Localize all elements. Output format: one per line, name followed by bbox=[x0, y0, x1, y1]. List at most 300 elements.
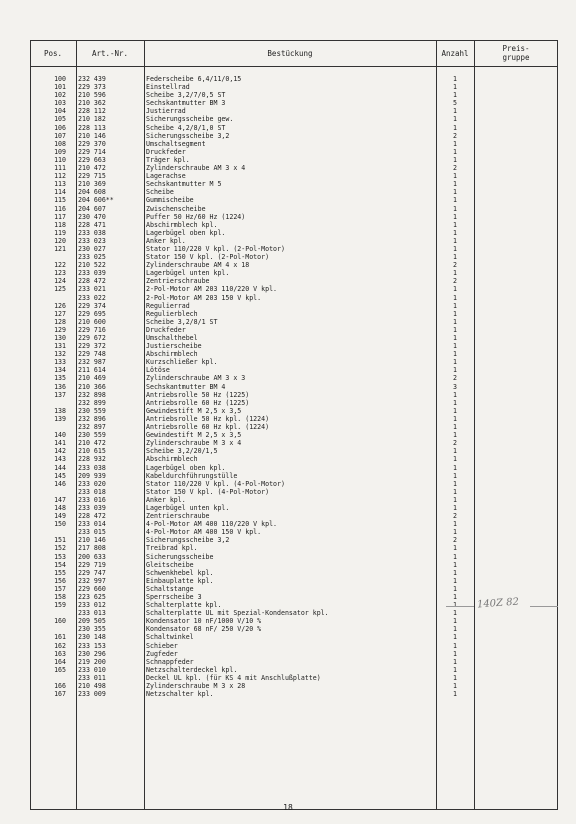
description-cell: Sicherungsscheibe 3,2 bbox=[146, 131, 230, 140]
table-row bbox=[30, 480, 558, 488]
note-underline bbox=[446, 606, 474, 607]
description-cell: Sechskantmutter M 5 bbox=[146, 180, 222, 189]
quantity-cell: 1 bbox=[453, 641, 457, 650]
table-row bbox=[30, 674, 558, 682]
description-cell: Zentrierschraube bbox=[146, 277, 210, 286]
pos-cell: 153 bbox=[54, 552, 66, 561]
quantity-cell: 1 bbox=[453, 479, 457, 488]
pos-cell: 155 bbox=[54, 568, 66, 577]
pos-cell: 107 bbox=[54, 131, 66, 140]
description-cell: Regulierrad bbox=[146, 301, 190, 310]
quantity-cell: 1 bbox=[453, 552, 457, 561]
description-cell: Zwischenscheibe bbox=[146, 204, 206, 213]
quantity-cell: 1 bbox=[453, 244, 457, 253]
description-cell: Treibrad kpl. bbox=[146, 544, 198, 553]
description-cell: Scheibe 3,2/20/1,5 bbox=[146, 447, 218, 456]
table-row bbox=[30, 658, 558, 666]
quantity-cell: 1 bbox=[453, 147, 457, 156]
pos-cell: 148 bbox=[54, 503, 66, 512]
quantity-cell: 1 bbox=[453, 293, 457, 302]
table-row bbox=[30, 625, 558, 633]
description-cell: Abschirmblech bbox=[146, 455, 198, 464]
description-cell: Gleitscheibe bbox=[146, 560, 194, 569]
pos-cell: 135 bbox=[54, 374, 66, 383]
art-nr-cell: 233 038 bbox=[78, 463, 106, 472]
quantity-cell: 1 bbox=[453, 503, 457, 512]
table-row bbox=[30, 180, 558, 188]
pos-cell: 147 bbox=[54, 495, 66, 504]
art-nr-cell: 229 663 bbox=[78, 155, 106, 164]
table-row bbox=[30, 464, 558, 472]
handwritten-note: 140Z 82 bbox=[476, 596, 520, 611]
pos-cell: 124 bbox=[54, 277, 66, 286]
table-row bbox=[30, 261, 558, 269]
table-row bbox=[30, 172, 558, 180]
quantity-cell: 1 bbox=[453, 665, 457, 674]
table-row bbox=[30, 140, 558, 148]
description-cell: Umschalthebel bbox=[146, 334, 198, 342]
pos-cell: 123 bbox=[54, 269, 66, 278]
description-cell: Lagerbügel oben kpl. bbox=[146, 463, 226, 472]
quantity-cell: 2 bbox=[453, 512, 457, 521]
table-row bbox=[30, 294, 558, 302]
description-cell: 2-Pol-Motor AM 203 110/220 V kpl. bbox=[146, 285, 278, 294]
pos-cell: 110 bbox=[54, 155, 66, 164]
description-cell: Lagerbügel unten kpl. bbox=[146, 503, 230, 512]
description-cell: Antriebsrolle 60 Hz kpl. (1224) bbox=[146, 423, 270, 432]
pos-cell: 102 bbox=[54, 91, 66, 100]
quantity-cell: 1 bbox=[453, 342, 457, 351]
description-cell: Justierscheibe bbox=[146, 342, 202, 351]
description-cell: Zylinderschraube AM 3 x 4 bbox=[146, 164, 246, 173]
quantity-cell: 1 bbox=[453, 269, 457, 278]
description-cell: Zentrierschraube bbox=[146, 512, 210, 521]
pos-cell: 136 bbox=[54, 382, 66, 391]
header-divider bbox=[30, 66, 558, 67]
art-nr-cell: 209 939 bbox=[78, 471, 106, 480]
pos-cell: 100 bbox=[54, 75, 66, 83]
art-nr-cell: 233 023 bbox=[78, 236, 106, 245]
quantity-cell: 2 bbox=[453, 164, 457, 173]
pos-cell: 165 bbox=[54, 665, 66, 674]
pos-cell: 162 bbox=[54, 641, 66, 650]
table-row bbox=[30, 164, 558, 172]
description-cell: Schalterplatte kpl. bbox=[146, 601, 222, 610]
quantity-cell: 1 bbox=[453, 601, 457, 610]
pos-cell: 114 bbox=[54, 188, 66, 197]
quantity-cell: 1 bbox=[453, 633, 457, 642]
table-row bbox=[30, 269, 558, 277]
pos-cell: 105 bbox=[54, 115, 66, 124]
art-nr-cell: 232 896 bbox=[78, 414, 106, 423]
pos-cell: 108 bbox=[54, 139, 66, 148]
quantity-cell: 1 bbox=[453, 115, 457, 124]
pos-cell: 131 bbox=[54, 342, 66, 351]
pos-cell: 116 bbox=[54, 204, 66, 213]
description-cell: Gewindestift M 2,5 x 3,5 bbox=[146, 406, 242, 415]
quantity-cell: 1 bbox=[453, 398, 457, 407]
quantity-cell: 1 bbox=[453, 123, 457, 132]
description-cell: Zylinderschraube M 3 x 4 bbox=[146, 439, 242, 448]
pos-cell: 150 bbox=[54, 520, 66, 529]
quantity-cell: 1 bbox=[453, 447, 457, 456]
art-nr-cell: 210 472 bbox=[78, 164, 106, 173]
pos-cell: 151 bbox=[54, 536, 66, 545]
description-cell: Scheibe bbox=[146, 188, 174, 197]
art-nr-cell: 229 373 bbox=[78, 83, 106, 92]
table-row bbox=[30, 528, 558, 536]
table-row bbox=[30, 285, 558, 293]
description-cell: Regulierblech bbox=[146, 309, 198, 318]
description-cell: Sechskantmutter BM 3 bbox=[146, 99, 226, 108]
quantity-cell: 1 bbox=[453, 366, 457, 375]
description-cell: Schaltstange bbox=[146, 584, 194, 593]
header-preisgruppe: Preis- gruppe bbox=[502, 44, 530, 62]
quantity-cell: 1 bbox=[453, 495, 457, 504]
table-row bbox=[30, 350, 558, 358]
description-cell: Netzschalterdeckel kpl. bbox=[146, 665, 238, 674]
art-nr-cell: 228 472 bbox=[78, 512, 106, 521]
art-nr-cell: 210 600 bbox=[78, 317, 106, 326]
table-row bbox=[30, 633, 558, 641]
description-cell: Antriebsrolle 60 Hz (1225) bbox=[146, 398, 250, 407]
quantity-cell: 1 bbox=[453, 317, 457, 326]
art-nr-cell: 233 022 bbox=[78, 293, 106, 302]
description-cell: Zugfeder bbox=[146, 649, 178, 658]
pos-cell: 156 bbox=[54, 576, 66, 585]
table-row bbox=[30, 431, 558, 439]
pos-cell: 164 bbox=[54, 657, 66, 666]
table-row bbox=[30, 99, 558, 107]
pos-cell: 138 bbox=[54, 406, 66, 415]
description-cell: Sperrscheibe 3 bbox=[146, 593, 202, 601]
pos-cell: 141 bbox=[54, 439, 66, 448]
table-row bbox=[30, 423, 558, 431]
description-cell: Umschaltsegment bbox=[146, 139, 206, 148]
description-cell: Sicherungsscheibe bbox=[146, 552, 214, 561]
table-row bbox=[30, 334, 558, 342]
quantity-cell: 1 bbox=[453, 228, 457, 237]
description-cell: Abschirmblech bbox=[146, 350, 198, 359]
quantity-cell: 1 bbox=[453, 568, 457, 577]
pos-cell: 158 bbox=[54, 593, 66, 601]
description-cell: Zylinderschraube AM 4 x 18 bbox=[146, 261, 250, 270]
art-nr-cell: 233 018 bbox=[78, 487, 106, 496]
quantity-cell: 1 bbox=[453, 657, 457, 666]
art-nr-cell: 229 747 bbox=[78, 568, 106, 577]
description-cell: Druckfeder bbox=[146, 325, 186, 334]
description-cell: Einstellrad bbox=[146, 83, 190, 92]
header-bestueckung: Bestückung bbox=[267, 48, 313, 58]
pos-cell: 125 bbox=[54, 285, 66, 294]
quantity-cell: 1 bbox=[453, 544, 457, 553]
art-nr-cell: 210 146 bbox=[78, 536, 106, 545]
quantity-cell: 1 bbox=[453, 471, 457, 480]
table-row bbox=[30, 455, 558, 463]
table-row bbox=[30, 585, 558, 593]
art-nr-cell: 210 146 bbox=[78, 131, 106, 140]
art-nr-cell: 232 997 bbox=[78, 576, 106, 585]
description-cell: Puffer 50 Hz/60 Hz (1224) bbox=[146, 212, 246, 221]
table-row bbox=[30, 75, 558, 83]
table-row bbox=[30, 213, 558, 221]
quantity-cell: 2 bbox=[453, 131, 457, 140]
pos-cell: 101 bbox=[54, 83, 66, 92]
pos-cell: 166 bbox=[54, 682, 66, 691]
description-cell: Justierrad bbox=[146, 107, 186, 116]
pos-cell: 142 bbox=[54, 447, 66, 456]
pos-cell: 128 bbox=[54, 317, 66, 326]
pos-cell: 119 bbox=[54, 228, 66, 237]
pos-cell: 134 bbox=[54, 366, 66, 375]
art-nr-cell: 210 369 bbox=[78, 180, 106, 189]
table-row bbox=[30, 536, 558, 544]
art-nr-cell: 233 039 bbox=[78, 503, 106, 512]
table-row bbox=[30, 447, 558, 455]
pos-cell: 111 bbox=[54, 164, 66, 173]
quantity-cell: 1 bbox=[453, 390, 457, 399]
quantity-cell: 1 bbox=[453, 75, 457, 83]
art-nr-cell: 233 025 bbox=[78, 253, 106, 262]
quantity-cell: 1 bbox=[453, 107, 457, 116]
description-cell: Gewindestift M 2,5 x 3,5 bbox=[146, 431, 242, 440]
header-art-nr: Art.-Nr. bbox=[91, 48, 129, 58]
art-nr-cell: 228 472 bbox=[78, 277, 106, 286]
quantity-cell: 2 bbox=[453, 439, 457, 448]
table-row bbox=[30, 83, 558, 91]
pos-cell: 113 bbox=[54, 180, 66, 189]
art-nr-cell: 230 148 bbox=[78, 633, 106, 642]
art-nr-cell: 210 469 bbox=[78, 374, 106, 383]
art-nr-cell: 210 366 bbox=[78, 382, 106, 391]
quantity-cell: 1 bbox=[453, 455, 457, 464]
art-nr-cell: 230 355 bbox=[78, 625, 106, 634]
description-cell: Stator 110/220 V kpl. (2-Pol-Motor) bbox=[146, 244, 285, 253]
pos-cell: 121 bbox=[54, 244, 66, 253]
description-cell: Scheibe 3,2/8/1 ST bbox=[146, 317, 218, 326]
art-nr-cell: 232 897 bbox=[78, 423, 106, 432]
pos-cell: 120 bbox=[54, 236, 66, 245]
quantity-cell: 2 bbox=[453, 277, 457, 286]
art-nr-cell: 229 695 bbox=[78, 309, 106, 318]
table-row bbox=[30, 196, 558, 204]
quantity-cell: 1 bbox=[453, 285, 457, 294]
table-row bbox=[30, 609, 558, 617]
table-row bbox=[30, 439, 558, 447]
description-cell: Scheibe 4,2/8/1,0 ST bbox=[146, 123, 226, 132]
art-nr-cell: 230 559 bbox=[78, 431, 106, 440]
description-cell: Scheibe 3,2/7/0,5 ST bbox=[146, 91, 226, 100]
table-row bbox=[30, 302, 558, 310]
table-row bbox=[30, 277, 558, 285]
quantity-cell: 1 bbox=[453, 528, 457, 537]
pos-cell: 159 bbox=[54, 601, 66, 610]
pos-cell: 145 bbox=[54, 471, 66, 480]
quantity-cell: 1 bbox=[453, 358, 457, 367]
pos-cell: 144 bbox=[54, 463, 66, 472]
table-row bbox=[30, 415, 558, 423]
quantity-cell: 1 bbox=[453, 212, 457, 221]
pos-cell: 115 bbox=[54, 196, 66, 205]
pos-cell: 152 bbox=[54, 544, 66, 553]
art-nr-cell: 210 182 bbox=[78, 115, 106, 124]
quantity-cell: 1 bbox=[453, 682, 457, 691]
pos-cell: 122 bbox=[54, 261, 66, 270]
description-cell: Anker kpl. bbox=[146, 236, 186, 245]
art-nr-cell: 233 010 bbox=[78, 665, 106, 674]
table-row bbox=[30, 318, 558, 326]
pos-cell: 104 bbox=[54, 107, 66, 116]
quantity-cell: 1 bbox=[453, 325, 457, 334]
quantity-cell: 2 bbox=[453, 536, 457, 545]
table-row bbox=[30, 391, 558, 399]
art-nr-cell: 210 615 bbox=[78, 447, 106, 456]
description-cell: Gummischeibe bbox=[146, 196, 194, 205]
description-cell: Zylinderschraube M 3 x 28 bbox=[146, 682, 246, 691]
page-number: 18 bbox=[283, 803, 293, 812]
art-nr-cell: 229 719 bbox=[78, 560, 106, 569]
quantity-cell: 1 bbox=[453, 593, 457, 601]
quantity-cell: 1 bbox=[453, 180, 457, 189]
table-row bbox=[30, 205, 558, 213]
table-row bbox=[30, 132, 558, 140]
pos-cell: 117 bbox=[54, 212, 66, 221]
art-nr-cell: 229 672 bbox=[78, 334, 106, 342]
table-row bbox=[30, 253, 558, 261]
pos-cell: 129 bbox=[54, 325, 66, 334]
art-nr-cell: 217 808 bbox=[78, 544, 106, 553]
table-row bbox=[30, 237, 558, 245]
pos-cell: 109 bbox=[54, 147, 66, 156]
quantity-cell: 1 bbox=[453, 350, 457, 359]
pos-cell: 149 bbox=[54, 512, 66, 521]
table-row bbox=[30, 577, 558, 585]
art-nr-cell: 233 009 bbox=[78, 690, 106, 699]
description-cell: Schaltwinkel bbox=[146, 633, 194, 642]
art-nr-cell: 229 716 bbox=[78, 325, 106, 334]
table-row bbox=[30, 383, 558, 391]
art-nr-cell: 230 296 bbox=[78, 649, 106, 658]
description-cell: Deckel UL kpl. (für KS 4 mit Anschlußplatte) bbox=[146, 673, 321, 682]
table-row bbox=[30, 544, 558, 552]
table-row bbox=[30, 245, 558, 253]
pos-cell: 140 bbox=[54, 431, 66, 440]
quantity-cell: 1 bbox=[453, 673, 457, 682]
description-cell: Sechskantmutter BM 4 bbox=[146, 382, 226, 391]
description-cell: Einbauplatte kpl. bbox=[146, 576, 214, 585]
pos-cell: 167 bbox=[54, 690, 66, 699]
note-underline bbox=[530, 606, 558, 607]
art-nr-cell: 230 027 bbox=[78, 244, 106, 253]
pos-cell: 118 bbox=[54, 220, 66, 229]
table-row bbox=[30, 91, 558, 99]
art-nr-cell: 230 559 bbox=[78, 406, 106, 415]
description-cell: Schieber bbox=[146, 641, 178, 650]
art-nr-cell: 204 608 bbox=[78, 188, 106, 197]
pos-cell: 130 bbox=[54, 334, 66, 342]
pos-cell: 137 bbox=[54, 390, 66, 399]
quantity-cell: 1 bbox=[453, 301, 457, 310]
header-pos: Pos. bbox=[43, 48, 63, 58]
art-nr-cell: 210 362 bbox=[78, 99, 106, 108]
art-nr-cell: 200 633 bbox=[78, 552, 106, 561]
art-nr-cell: 232 439 bbox=[78, 75, 106, 83]
table-row bbox=[30, 512, 558, 520]
table-row bbox=[30, 407, 558, 415]
art-nr-cell: 209 505 bbox=[78, 617, 106, 626]
quantity-cell: 1 bbox=[453, 625, 457, 634]
pos-cell: 132 bbox=[54, 350, 66, 359]
quantity-cell: 1 bbox=[453, 253, 457, 262]
art-nr-cell: 233 039 bbox=[78, 269, 106, 278]
description-cell: Sicherungsscheibe 3,2 bbox=[146, 536, 230, 545]
quantity-cell: 1 bbox=[453, 431, 457, 440]
art-nr-cell: 210 472 bbox=[78, 439, 106, 448]
quantity-cell: 1 bbox=[453, 188, 457, 197]
description-cell: Anker kpl. bbox=[146, 495, 186, 504]
quantity-cell: 1 bbox=[453, 91, 457, 100]
art-nr-cell: 228 113 bbox=[78, 123, 106, 132]
table-row bbox=[30, 358, 558, 366]
description-cell: Schalterplatte UL mit Spezial-Kondensator kpl. bbox=[146, 609, 329, 618]
quantity-cell: 1 bbox=[453, 204, 457, 213]
quantity-cell: 1 bbox=[453, 690, 457, 699]
table-row bbox=[30, 561, 558, 569]
description-cell: Lagerbügel oben kpl. bbox=[146, 228, 226, 237]
table-row bbox=[30, 650, 558, 658]
pos-cell: 163 bbox=[54, 649, 66, 658]
art-nr-cell: 229 370 bbox=[78, 139, 106, 148]
quantity-cell: 1 bbox=[453, 334, 457, 342]
art-nr-cell: 229 714 bbox=[78, 147, 106, 156]
description-cell: Stator 150 V kpl. (4-Pol-Motor) bbox=[146, 487, 270, 496]
pos-cell: 143 bbox=[54, 455, 66, 464]
art-nr-cell: 233 020 bbox=[78, 479, 106, 488]
quantity-cell: 1 bbox=[453, 617, 457, 626]
art-nr-cell: 223 625 bbox=[78, 593, 106, 601]
table-row bbox=[30, 229, 558, 237]
description-cell: Antriebsrolle 50 Hz (1225) bbox=[146, 390, 250, 399]
description-cell: Kurzschließer kpl. bbox=[146, 358, 218, 367]
table-row bbox=[30, 488, 558, 496]
description-cell: Zylinderschraube AM 3 x 3 bbox=[146, 374, 246, 383]
art-nr-cell: 229 715 bbox=[78, 172, 106, 181]
art-nr-cell: 233 016 bbox=[78, 495, 106, 504]
description-cell: Antriebsrolle 50 Hz kpl. (1224) bbox=[146, 414, 270, 423]
description-cell: Netzschalter kpl. bbox=[146, 690, 214, 699]
art-nr-cell: 228 932 bbox=[78, 455, 106, 464]
table-row bbox=[30, 399, 558, 407]
pos-cell: 133 bbox=[54, 358, 66, 367]
table-row bbox=[30, 326, 558, 334]
description-cell: Stator 150 V kpl. (2-Pol-Motor) bbox=[146, 253, 270, 262]
pos-cell: 106 bbox=[54, 123, 66, 132]
description-cell: Kondensator 10 nF/1000 V/10 % bbox=[146, 617, 262, 626]
description-cell: Lötöse bbox=[146, 366, 170, 375]
pos-cell: 127 bbox=[54, 309, 66, 318]
table-row bbox=[30, 107, 558, 115]
quantity-cell: 1 bbox=[453, 196, 457, 205]
table-row bbox=[30, 342, 558, 350]
pos-cell: 103 bbox=[54, 99, 66, 108]
quantity-cell: 1 bbox=[453, 487, 457, 496]
table-row bbox=[30, 553, 558, 561]
pos-cell: 112 bbox=[54, 172, 66, 181]
quantity-cell: 2 bbox=[453, 374, 457, 383]
art-nr-cell: 219 200 bbox=[78, 657, 106, 666]
table-row bbox=[30, 666, 558, 674]
art-nr-cell: 232 898 bbox=[78, 390, 106, 399]
